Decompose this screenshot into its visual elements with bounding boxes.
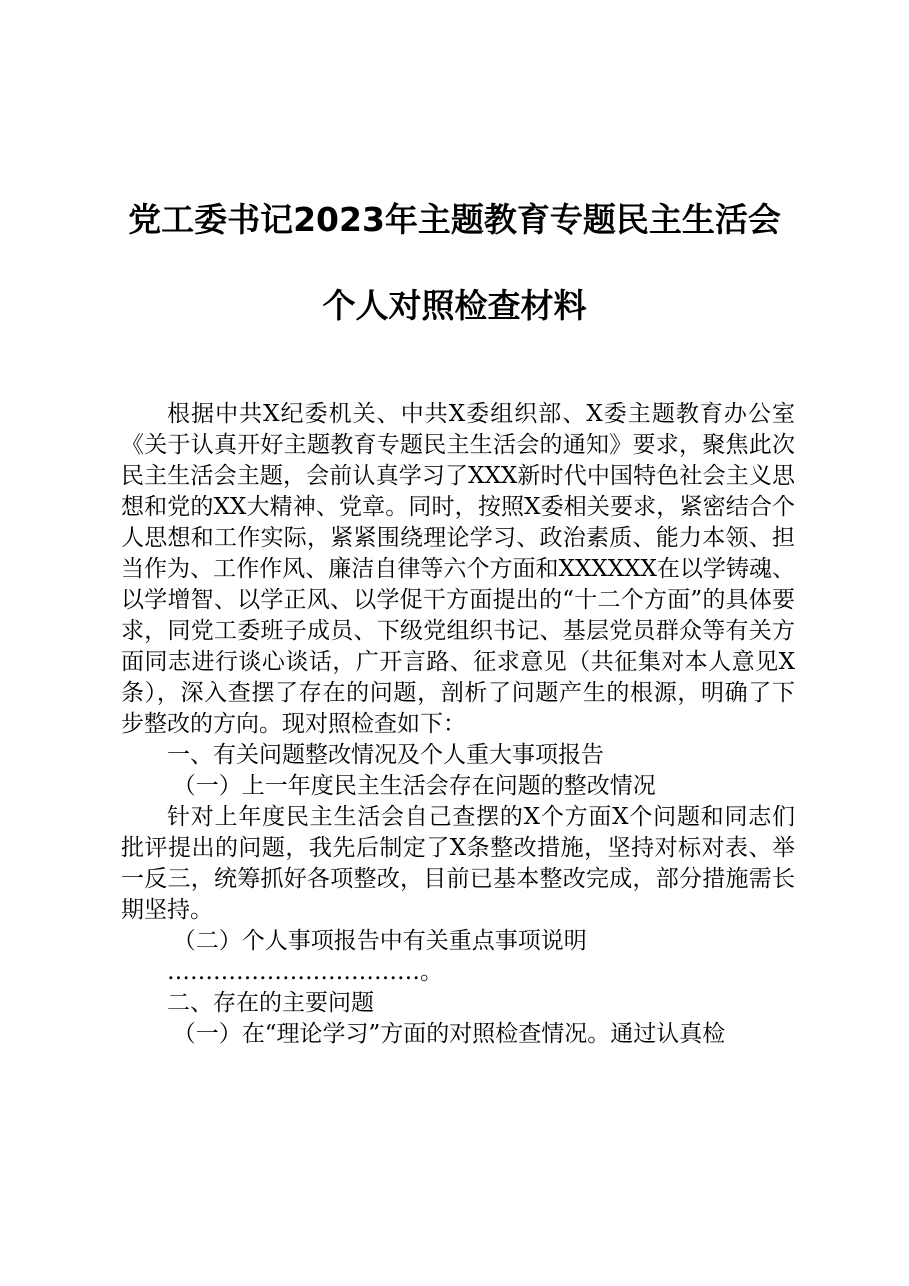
subsection-heading-1-1: （一）上一年度民主生活会存在问题的整改情况 xyxy=(172,773,656,799)
rectification-paragraph: 针对上年度民主生活会自己查摆的X个方面X个问题和同志们批评提出的问题，我先后制定了X条整改措施，坚持对标对表、举一反三，统筹抓好各项整改，目前已基本整改完成，部分措施需长期坚持。 xyxy=(121,804,795,923)
subsection-heading-2-1: （一）在“理论学习”方面的对照检查情况。通过认真检 xyxy=(172,1021,726,1047)
subsection-heading-1-2: （二）个人事项报告中有关重点事项说明 xyxy=(172,928,587,954)
section-heading-2: 二、存在的主要问题 xyxy=(167,990,374,1016)
document-title-line1: 党工委书记2023年主题教育专题民主生活会 xyxy=(128,200,781,239)
document-body xyxy=(121,399,795,1050)
document-title-line2: 个人对照检查材料 xyxy=(322,286,587,325)
section-heading-1: 一、有关问题整改情况及个人重大事项报告 xyxy=(167,742,604,768)
intro-paragraph: 根据中共X纪委机关、中共X委组织部、X委主题教育办公室《关于认真开好主题教育专题民主生活会的通知》要求，聚焦此次民主生活会主题，会前认真学习了XXX新时代中国特色社会主义思想和党的XX大精神、党章。同时，按照X委相关要求，紧密结合个人思想和工作实际，紧紧围绕理论学习、政治素质、能力本领、担当作为、工作作风、廉洁自律等六个方面和XXXXXX在以学铸魂、以学增智、以学正风、以学促干方面提出的“十二个方面”的具体要求，同党工委班子成员、下级党组织书记、基层党员群众等有关方面同志进行谈心谈话，广开言路、征求意见（共征集对本人意见X条），深入查摆了存在的问题，剖析了问题产生的根源，明确了下步整改的方向。现对照检查如下： xyxy=(121,401,795,737)
ellipsis-line: ……………………………。 xyxy=(167,959,443,985)
